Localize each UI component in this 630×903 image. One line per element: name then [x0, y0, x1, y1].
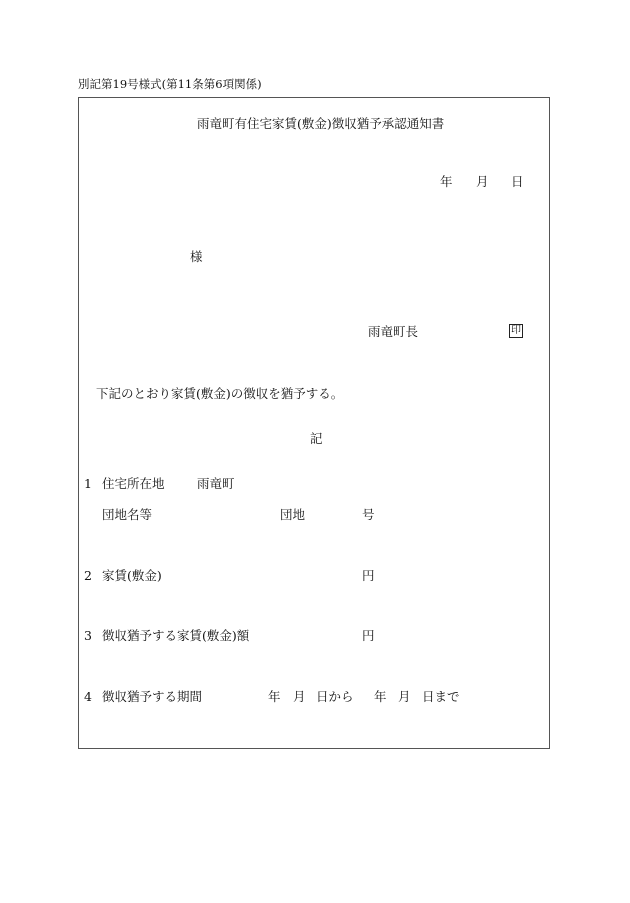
item-label: 団地名等 — [102, 507, 153, 522]
item-label: 住宅所在地 — [102, 476, 165, 491]
from-day: 日から — [316, 689, 354, 704]
item-label: 徴収猶予する期間 — [102, 689, 203, 704]
addressee-honorific: 様 — [190, 249, 203, 264]
form-frame — [78, 97, 550, 749]
to-month: 月 — [398, 689, 411, 704]
to-day: 日まで — [422, 689, 460, 704]
gou-label: 号 — [362, 507, 375, 522]
danchi-label: 団地 — [280, 507, 306, 522]
issuer-title: 雨竜町長 — [368, 324, 419, 339]
seal-mark: 印 — [511, 325, 521, 336]
to-year: 年 — [374, 689, 387, 704]
from-year: 年 — [268, 689, 281, 704]
item-number: 2 — [84, 568, 92, 583]
item-value: 雨竜町 — [197, 476, 235, 491]
item-number: 1 — [84, 476, 92, 491]
item-number: 4 — [84, 689, 92, 704]
item-label: 家賃(敷金) — [102, 568, 162, 583]
yen-unit: 円 — [362, 568, 375, 583]
form-reference: 別記第19号様式(第11条第6項関係) — [78, 77, 262, 91]
date-day: 日 — [511, 174, 524, 189]
body-text: 下記のとおり家賃(敷金)の徴収を猶予する。 — [96, 386, 344, 401]
yen-unit: 円 — [362, 628, 375, 643]
item-label: 徴収猶予する家賃(敷金)額 — [102, 628, 250, 643]
date-month: 月 — [476, 174, 489, 189]
ki-heading: 記 — [310, 431, 323, 446]
date-year: 年 — [440, 174, 453, 189]
document-title: 雨竜町有住宅家賃(敷金)徴収猶予承認通知書 — [197, 116, 445, 131]
item-number: 3 — [84, 628, 92, 643]
from-month: 月 — [293, 689, 306, 704]
